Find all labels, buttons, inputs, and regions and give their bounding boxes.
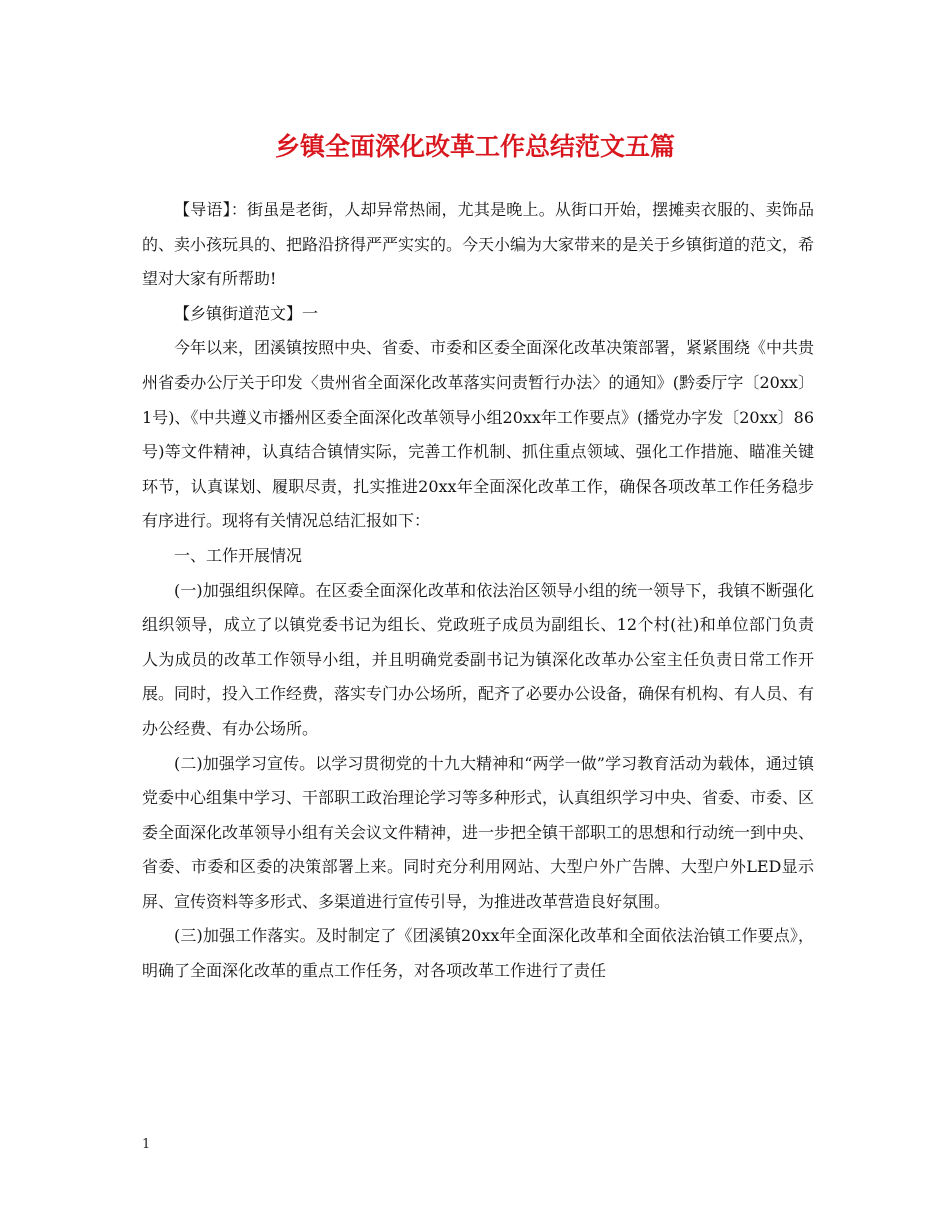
intro-paragraph: 【导语】：街虽是老街，人却异常热闹，尤其是晚上。从街口开始，摆摊卖衣服的、卖饰品的、卖小孩玩具的、把路沿挤得严严实实的。今天小编为大家带来的是关于乡镇街道的范文，希望对大家有所帮助!: [142, 200, 815, 289]
document-title: 乡镇全面深化改革工作总结范文五篇: [274, 132, 675, 161]
document-body: [142, 193, 814, 989]
section-heading: 【乡镇街道范文】一: [174, 303, 319, 323]
body-paragraph: (三)加强工作落实。及时制定了《团溪镇20xx年全面深化改革和全面依法治镇工作要点》，明确了全面深化改革的重点工作任务，对各项改革工作进行了责任: [142, 926, 814, 981]
subsection-heading: 一、工作开展情况: [174, 545, 303, 565]
body-paragraph: (二)加强学习宣传。以学习贯彻党的十九大精神和“两学一做”学习教育活动为载体，通过镇党委中心组集中学习、干部职工政治理论学习等多种形式，认真组织学习中央、省委、市委、区委全面深化改革领导小组有关会议文件精神，进一步把全镇干部职工的思想和行动统一到中央、省委、市委和区委的决策部署上来。同时充分利用网站、大型户外广告牌、大型户外LED显示屏、宣传资料等多形式、多渠道进行宣传引导，为推进改革营造良好氛围。: [142, 753, 815, 911]
body-paragraph: (一)加强组织保障。在区委全面深化改革和依法治区领导小组的统一领导下，我镇不断强化组织领导，成立了以镇党委书记为组长、党政班子成员为副组长、12个村(社)和单位部门负责人为成员的改革工作领导小组，并且明确党委副书记为镇深化改革办公室主任负责日常工作开展。同时，投入工作经费，落实专门办公场所，配齐了必要办公设备，确保有机构、有人员、有办公经费、有办公场所。: [142, 580, 815, 738]
page-number: 1: [142, 1137, 151, 1152]
body-paragraph: 今年以来，团溪镇按照中央、省委、市委和区委全面深化改革决策部署，紧紧围绕《中共贵州省委办公厅关于印发〈贵州省全面深化改革落实问责暂行办法〉的通知》(黔委厅字〔20xx〕1号)、《中共遵义市播州区委全面深化改革领导小组20xx年工作要点》(播党办字发〔20xx〕86号)等文件精神，认真结合镇情实际，完善工作机制、抓住重点领域、强化工作措施、瞄准关键环节，认真谋划、履职尽责，扎实推进20xx年全面深化改革工作，确保各项改革工作任务稳步有序进行。现将有关情况总结汇报如下：: [142, 338, 815, 531]
